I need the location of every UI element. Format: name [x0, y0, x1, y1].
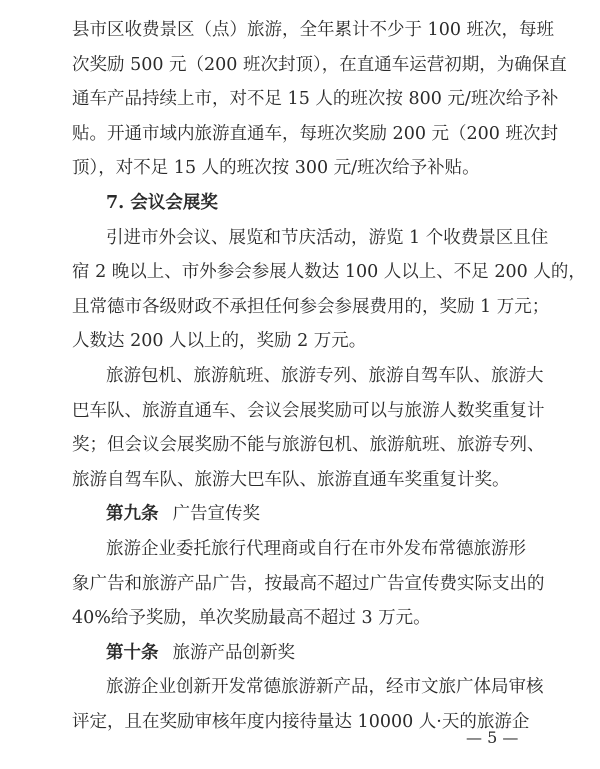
text-line: 县市区收费景区（点）旅游，全年累计不少于 100 班次，每班: [72, 20, 555, 40]
text-line: 巴车队、旅游直通车、会议会展奖励可以与旅游人数奖重复计: [72, 400, 545, 421]
text-line: 40%给予奖励，单次奖励最高不超过 3 万元。: [72, 608, 431, 629]
text-line: 宿 2 晚以上、市外参会参展人数达 100 人以上、不足 200 人的，: [72, 262, 586, 283]
text-line: 旅游企业委托旅行代理商或自行在市外发布常德旅游形: [106, 539, 526, 559]
article-number: 第九条: [106, 504, 159, 525]
text-line: 引进市外会议、展览和节庆活动，游览 1 个收费景区且住: [106, 227, 549, 248]
text-line: 且常德市各级财政不承担任何参会参展费用的，奖励 1 万元；: [72, 296, 550, 317]
article-heading: [106, 641, 295, 665]
text-line: 旅游自驾车队、旅游大巴车队、旅游直通车奖重复计奖。: [72, 469, 510, 490]
article-heading: [106, 502, 260, 526]
text-line: 旅游包机、旅游航班、旅游专列、旅游自驾车队、旅游大: [106, 366, 544, 386]
page-number: — 5 —: [466, 728, 519, 747]
article-name: 广告宣传奖: [172, 504, 260, 525]
text-line: 人数达 200 人以上的，奖励 2 万元。: [72, 331, 367, 352]
text-line: 顶），对不足 15 人的班次按 300 元/班次给予补贴。: [72, 158, 480, 179]
article-name: 旅游产品创新奖: [172, 642, 295, 663]
section-heading: 7. 会议会展奖: [106, 193, 218, 213]
text-line: 贴。开通市域内旅游直通车，每班次奖励 200 元（200 班次封: [72, 123, 558, 144]
text-line: 通车产品持续上市，对不足 15 人的班次按 800 元/班次给予补: [72, 89, 559, 110]
text-line: 奖；但会议会展奖励不能与旅游包机、旅游航班、旅游专列、: [72, 435, 545, 456]
text-line: 象广告和旅游产品广告，按最高不超过广告宣传费实际支出的: [72, 573, 545, 594]
text-line: 评定，且在奖励审核年度内接待量达 10000 人·天的旅游企: [72, 712, 530, 732]
text-line: 次奖励 500 元（200 班次封顶），在直通车运营初期，为确保直: [72, 54, 567, 75]
text-line: 旅游企业创新开发常德旅游新产品，经市文旅广体局审核: [106, 677, 544, 698]
article-number: 第十条: [106, 642, 159, 663]
